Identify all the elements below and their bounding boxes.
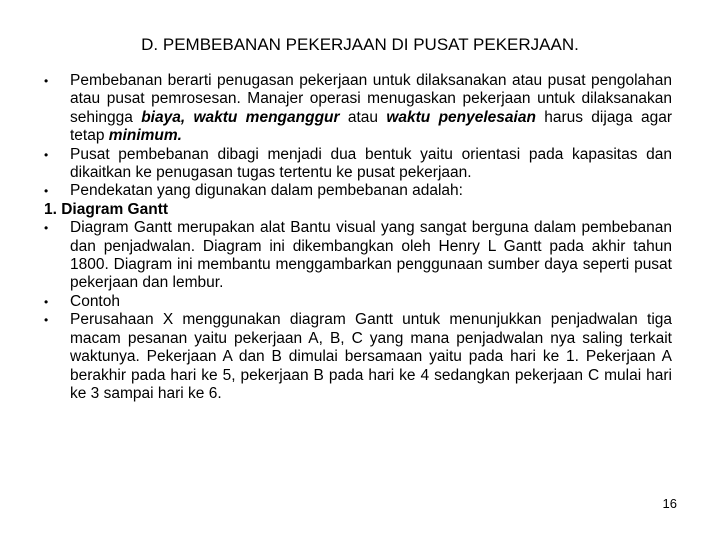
emphasis-text: waktu penyelesaian	[386, 108, 536, 126]
page-number: 16	[662, 496, 677, 511]
slide-content	[44, 72, 672, 403]
emphasis-text: minimum.	[108, 127, 182, 145]
bullet-text: Contoh	[70, 292, 120, 310]
emphasis-text: biaya, waktu menganggur	[141, 108, 340, 126]
bullet-item	[44, 72, 672, 146]
bullet-icon: •	[44, 184, 49, 199]
slide-title: D. PEMBEBANAN PEKERJAAN DI PUSAT PEKERJAAN.	[141, 35, 579, 54]
bullet-item	[44, 293, 672, 311]
bullet-text: harus dijaga agar tetap	[70, 108, 672, 145]
bullet-icon: •	[44, 221, 49, 236]
bullet-text: Pembebanan berarti penugasan pekerjaan untuk dilaksanakan atau pusat pengolahan atau pusat pemrosesan. Manajer operasi menugaskan pekerjaan untuk dilaksanakan sehingga	[70, 72, 672, 126]
bullet-item	[44, 146, 672, 183]
bullet-icon: •	[44, 294, 49, 309]
section-heading: 1. Diagram Gantt	[44, 200, 169, 218]
bullet-text: atau	[339, 108, 387, 126]
bullet-text: Pusat pembebanan dibagi menjadi dua bentuk yaitu orientasi pada kapasitas dan dikaitkan ke penugasan tugas tertentu ke pusat pekerjaan.	[70, 145, 672, 182]
bullet-icon: •	[44, 74, 49, 88]
bullet-item	[44, 182, 672, 200]
bullet-icon: •	[44, 313, 49, 328]
bullet-text: Diagram Gantt merupakan alat Bantu visual yang sangat berguna dalam pembebanan dan penjadwalan. Diagram ini dikembangkan oleh Henry L Gantt pada akhir tahun 1800. Diagram ini membantu menggambarkan penggunaan sumber daya seperti pusat pekerjaan dan lembur.	[70, 219, 672, 292]
bullet-text: Perusahaan X menggunakan diagram Gantt untuk menunjukkan penjadwalan tiga macam pesanan yaitu pekerjaan A, B, C yang mana penjadwalan nya saling terkait waktunya. Pekerjaan A dan B dimulai bersamaan yaitu pada hari ke 1. Pekerjaan A berakhir pada hari ke 5, pekerjaan B pada hari ke 4 sedangkan pekerjaan C mulai hari ke 3 sampai hari ke 6.	[70, 311, 672, 402]
bullet-icon: •	[44, 147, 49, 162]
bullet-text: Pendekatan yang digunakan dalam pembebanan adalah:	[70, 182, 463, 200]
bullet-item	[44, 219, 672, 293]
bullet-item	[44, 311, 672, 403]
